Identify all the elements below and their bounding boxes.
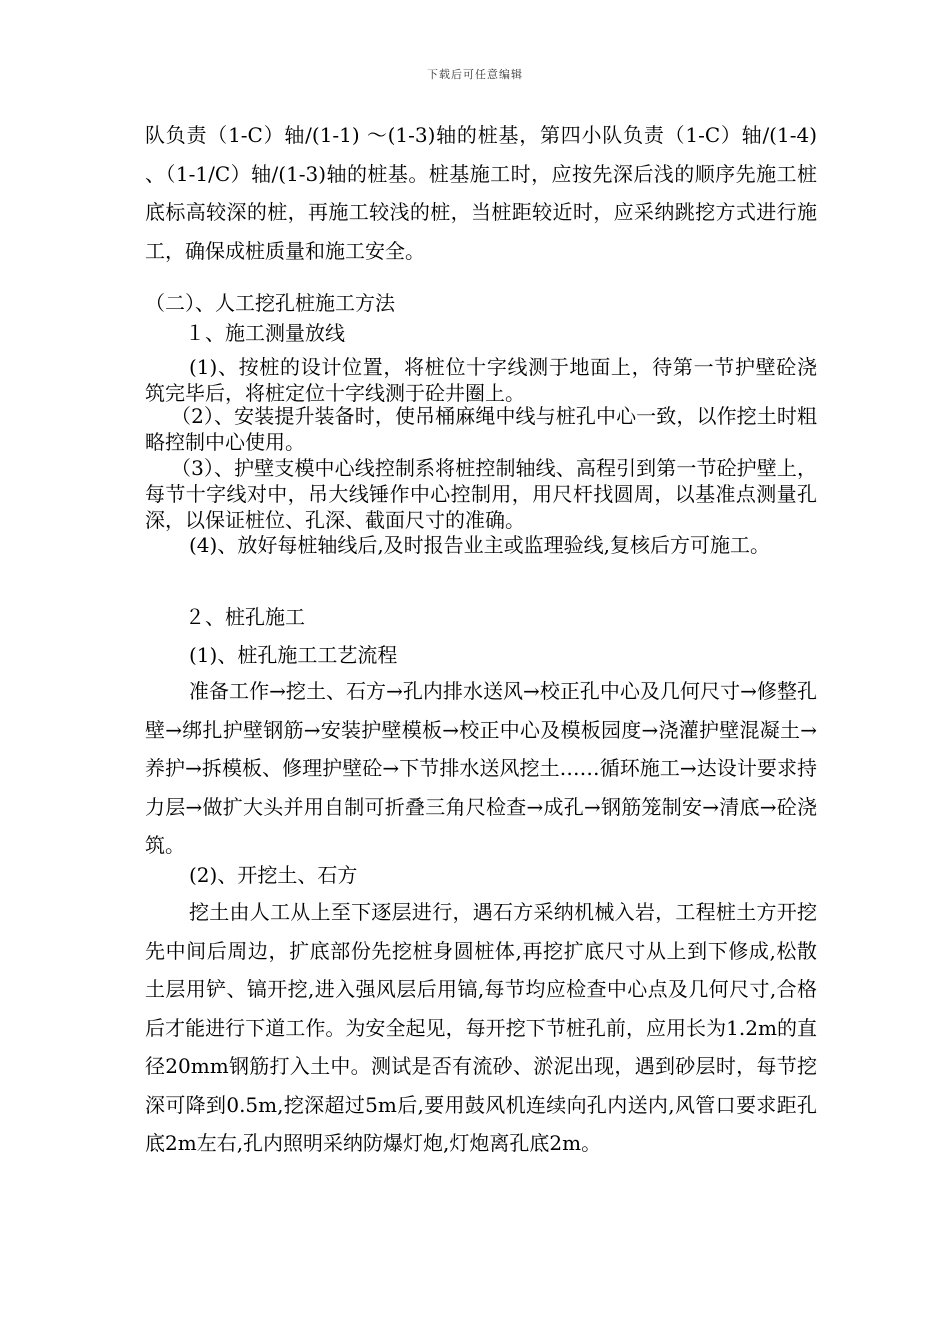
page-header: 下载后可任意编辑 [427,68,523,81]
subsection-heading-process-flow: (1)、桩孔施工工艺流程 [189,643,398,667]
paragraph-survey-step-4: (4)、放好每桩轴线后,及时报告业主或监理验线,复核后方可施工。 [189,533,771,557]
subsection-heading-pile-hole: ２、桩孔施工 [185,605,305,629]
paragraph-process-flow: 准备工作→挖土、石方→孔内排水送风→校正孔中心及几何尺寸→修整孔壁→绑扎护壁钢筋→安装护壁模板→校正中心及模板园度→浇灌护壁混凝土→养护→拆模板、修理护壁砼→下节排水送风挖土……循环施工→达设计要求持力层→做扩大头并用自制可折叠三角尺检查→成孔→钢筋笼制安→清底→砼浇筑。 [145,679,817,857]
paragraph-survey-step-3: （3）、护壁支模中心线控制系将桩控制轴线、高程引到第一节砼护壁上，每节十字线对中，吊大线锤作中心控制用，用尺杆找圆周，以基准点测量孔深，以保证桩位、孔深、截面尺寸的准确。 [145,456,817,532]
paragraph-survey-step-1: (1)、按桩的设计位置，将桩位十字线测于地面上，待第一节护壁砼浇筑完毕后，将桩定位十字线测于砼井圈上。 [145,355,817,405]
paragraph-excavation: 挖土由人工从上至下逐层进行，遇石方采纳机械入岩，工程桩土方开挖先中间后周边，扩底部份先挖桩身圆桩体,再挖扩底尺寸从上到下修成,松散土层用铲、镐开挖,进入强风层后用镐,每节均应检查中心点及几何尺寸,合格后才能进行下道工作。为安全起见，每开挖下节桩孔前，应用长为1.2m的直径20mm钢筋打入土中。测试是否有流砂、淤泥出现，遇到砂层时，每节挖深可降到0.5m,挖深超过5m后,要用鼓风机连续向孔内送内,风管口要求距孔底2m左右,孔内照明采纳防爆灯炮,灯炮离孔底2m。 [145,900,817,1155]
subsection-heading-survey: １、施工测量放线 [185,321,345,345]
section-heading-manual-pile-method: （二）、人工挖孔桩施工方法 [145,291,395,315]
paragraph-pile-assignment: 队负责（1-C）轴/(1-1) ～(1-3)轴的桩基，第四小队负责（1-C）轴/(1-4) 、（1-1/C）轴/(1-3)轴的桩基。桩基施工时，应按先深后浅的顺序先施工桩底标高较深的桩，再施工较浅的桩，当桩距较近时，应采纳跳挖方式进行施工，确保成桩质量和施工安全。 [145,123,817,263]
subsection-heading-excavation: (2)、开挖土、石方 [189,863,358,887]
paragraph-survey-step-2: （2）、安装提升装备时，使吊桶麻绳中线与桩孔中心一致，以作挖土时粗略控制中心使用。 [145,404,817,454]
